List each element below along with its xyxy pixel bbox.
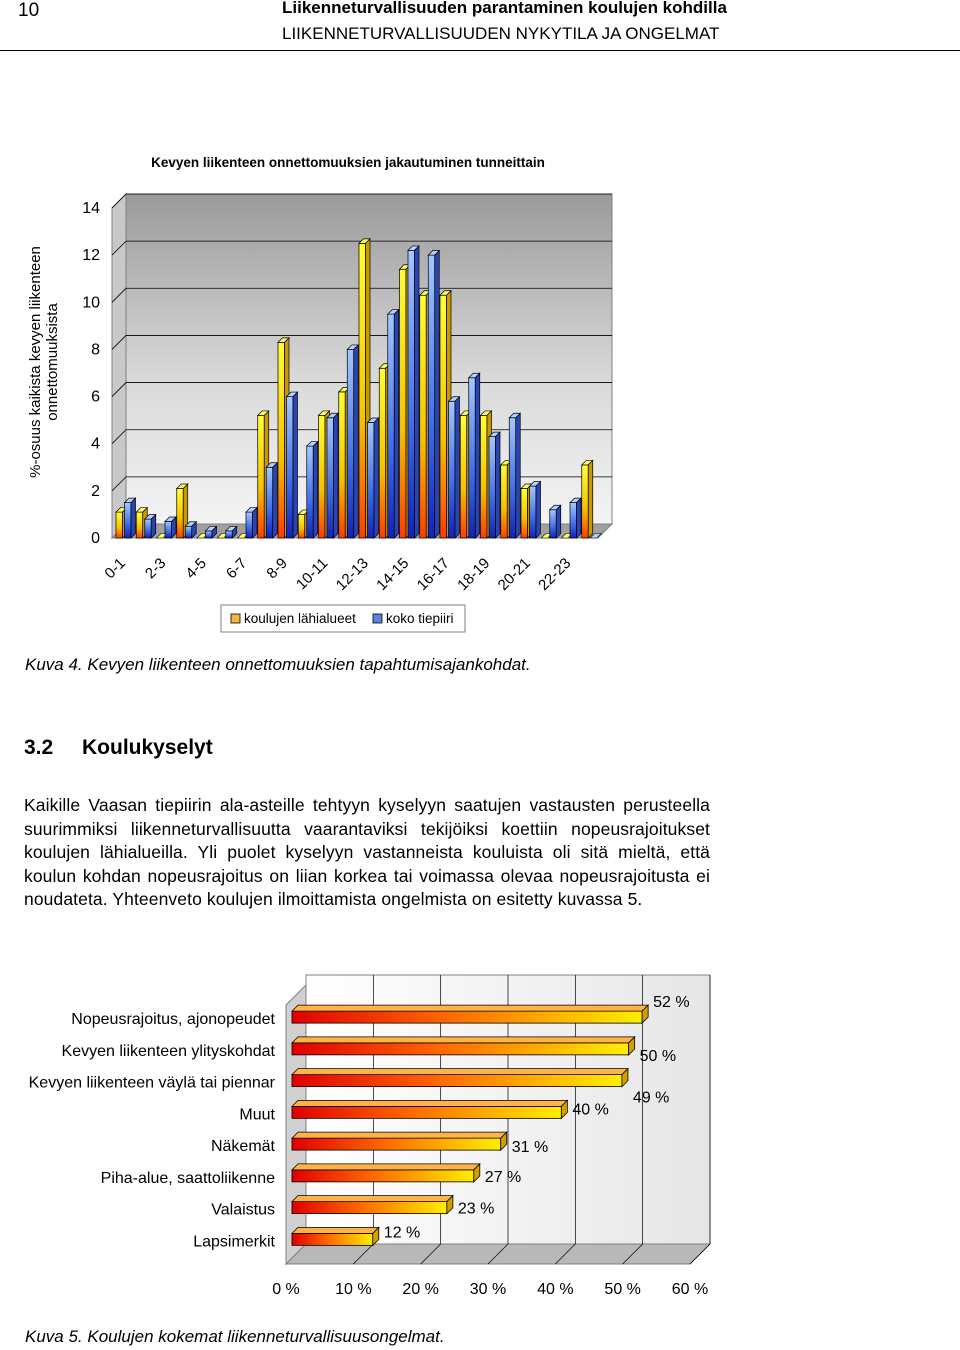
x-tick-label: 0-1 xyxy=(101,554,129,583)
hourly-accidents-chart xyxy=(0,140,960,640)
bar-district xyxy=(246,508,257,538)
legend-label-district: koko tiepiiri xyxy=(386,611,454,626)
chart2-bar xyxy=(292,1227,379,1245)
chart2-category-label: Piha-alue, saattoliikenne xyxy=(100,1169,275,1187)
chart2-bar xyxy=(292,1100,567,1118)
figure5-caption: Kuva 5. Koulujen kokemat liikenneturvallisuusongelmat. xyxy=(25,1327,445,1346)
bar-schools xyxy=(582,460,593,538)
chart2-category-label: Muut xyxy=(239,1106,275,1124)
chart2-x-tick-label: 60 % xyxy=(671,1281,709,1298)
chart2-x-tick-label: 20 % xyxy=(402,1281,439,1298)
chart2-x-tick-label: 40 % xyxy=(537,1281,574,1298)
x-tick-label: 12-13 xyxy=(332,554,372,594)
chart2-bar xyxy=(292,1005,648,1023)
chart2-value-label: 31 % xyxy=(511,1139,549,1157)
bar-district xyxy=(307,442,318,538)
chart2-category-label: Lapsimerkit xyxy=(193,1233,275,1251)
bar-district xyxy=(368,418,379,538)
y-tick-label: 12 xyxy=(82,247,100,265)
legend-swatch-schools xyxy=(231,614,240,623)
x-tick-label: 10-11 xyxy=(292,554,332,594)
x-tick-label: 8-9 xyxy=(263,554,291,583)
running-header-title: Liikenneturvallisuuden parantaminen koulujen kohdilla xyxy=(282,0,727,17)
bar-district xyxy=(428,251,439,538)
y-tick-label: 0 xyxy=(91,530,100,547)
bar-district xyxy=(185,522,196,538)
chart2-x-tick-label: 50 % xyxy=(604,1281,641,1298)
chart2-bar xyxy=(292,1132,507,1150)
x-tick-label: 6-7 xyxy=(222,554,251,583)
y-tick-label: 2 xyxy=(91,482,100,500)
chart2-bar xyxy=(292,1069,628,1087)
bar-district xyxy=(550,505,561,538)
chart2-side-wall xyxy=(286,985,306,1264)
chart2-value-label: 50 % xyxy=(639,1047,677,1065)
chart2-category-label: Valaistus xyxy=(211,1201,275,1219)
bar-district xyxy=(489,432,500,538)
y-axis-label-line1: %-osuus kaikista kevyen liikenteen xyxy=(27,246,44,478)
legend-swatch-district xyxy=(373,614,382,623)
legend-label-schools: koulujen lähialueet xyxy=(244,611,356,626)
chart2-x-tick-label: 0 % xyxy=(272,1281,300,1298)
section-paragraph: Kaikille Vaasan tiepiirin ala-asteille tehtyyn kyselyyn saatujen vastausten perusteella suurimmiksi liikenneturvallisuutta vaarantaviksi tekijöiksi koettiin nopeusrajoitukset koulujen lähialueilla. Yli puolet kyselyyn vastanneista kouluista oli sitä mieltä, että koulun kohdan nopeusrajoitus on liian korkea tai voimassa olevaa nopeusrajoitusta ei noudateta. Yhteenveto koulujen ilmoittamista ongelmista on esitetty kuvassa 5. xyxy=(24,795,710,909)
figure4-caption: Kuva 4. Kevyen liikenteen onnettomuuksien tapahtumisajankohdat. xyxy=(25,655,531,674)
y-tick-label: 10 xyxy=(82,294,100,312)
header-rule xyxy=(0,50,960,51)
chart2-bar xyxy=(292,1196,453,1214)
school-problems-chart xyxy=(0,960,960,1320)
chart2-value-label: 23 % xyxy=(457,1200,495,1218)
bar-district xyxy=(570,498,581,538)
chart2-value-label: 12 % xyxy=(383,1224,421,1242)
bar-district xyxy=(327,413,338,538)
x-tick-label: 4-5 xyxy=(182,554,210,583)
chart2-category-label: Kevyen liikenteen ylityskohdat xyxy=(61,1042,275,1060)
section-number: 3.2 xyxy=(24,736,54,759)
bar-district xyxy=(266,463,277,538)
section-title: Koulukyselyt xyxy=(82,736,213,759)
bar-district xyxy=(125,498,136,538)
x-tick-label: 14-15 xyxy=(373,554,413,594)
chart2-category-label: Näkemät xyxy=(210,1138,275,1156)
bar-district xyxy=(469,373,480,538)
chart2-category-label: Kevyen liikenteen väylä tai piennar xyxy=(28,1074,275,1092)
chart2-bar xyxy=(292,1164,480,1182)
x-tick-label: 18-19 xyxy=(454,554,494,594)
bar-district xyxy=(530,482,541,538)
chart2-value-label: 40 % xyxy=(572,1101,609,1119)
chart2-value-label: 27 % xyxy=(484,1168,522,1186)
bar-district xyxy=(408,246,419,538)
y-tick-label: 8 xyxy=(91,341,100,359)
running-header-subtitle: LIIKENNETURVALLISUUDEN NYKYTILA JA ONGELMAT xyxy=(282,24,720,43)
bar-district xyxy=(287,392,298,538)
y-tick-label: 6 xyxy=(91,388,100,406)
bar-district xyxy=(449,397,460,538)
bar-district xyxy=(509,413,520,538)
y-tick-label: 14 xyxy=(82,200,100,217)
chart2-value-label: 52 % xyxy=(653,994,690,1012)
x-tick-label: 20-21 xyxy=(494,554,534,594)
chart2-x-tick-label: 10 % xyxy=(335,1281,372,1298)
x-tick-label: 22-23 xyxy=(535,554,575,594)
x-tick-label: 16-17 xyxy=(413,554,453,594)
chart2-value-label: 49 % xyxy=(632,1089,670,1107)
x-tick-label: 2-3 xyxy=(141,554,170,583)
chart2-bar xyxy=(292,1037,635,1055)
bar-district xyxy=(347,345,358,538)
section-heading xyxy=(24,736,213,760)
chart2-x-tick-label: 30 % xyxy=(469,1281,507,1298)
page-number: 10 xyxy=(18,0,40,21)
y-tick-label: 4 xyxy=(91,435,100,453)
chart-side-wall xyxy=(112,194,126,538)
bar-district xyxy=(165,517,176,538)
bar-district xyxy=(388,310,399,538)
chart-title: Kevyen liikenteen onnettomuuksien jakautuminen tunneittain xyxy=(151,155,545,170)
bar-district xyxy=(145,515,156,538)
chart2-category-label: Nopeusrajoitus, ajonopeudet xyxy=(71,1011,275,1029)
y-axis-label-line2: onnettomuuksista xyxy=(44,303,61,421)
